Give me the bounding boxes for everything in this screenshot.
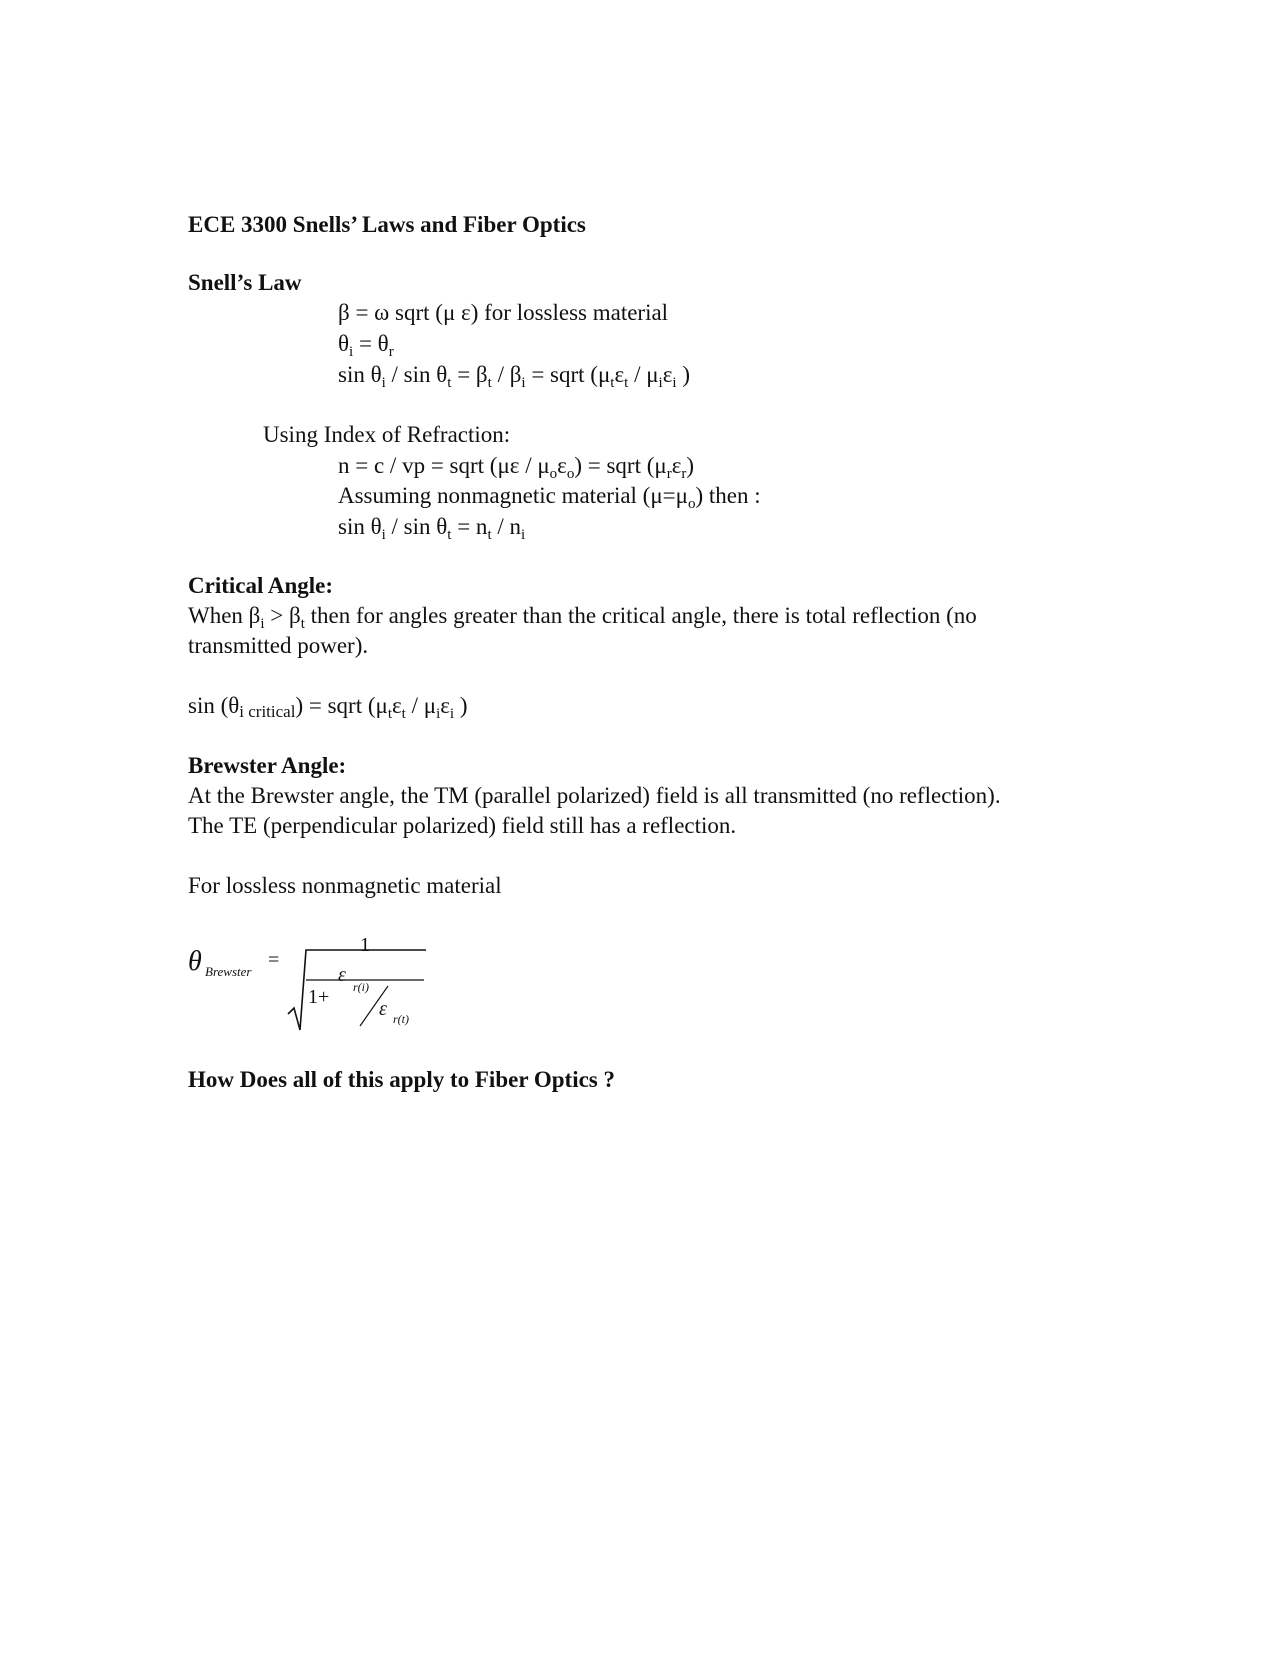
document-title: ECE 3300 Snells’ Laws and Fiber Optics [188,212,586,237]
epsilon-transmitted-subscript: r(t) [393,1012,409,1026]
brewster-text-line-2: The TE (perpendicular polarized) field still has a reflection. [188,813,737,838]
index-equation: n = c / vp = sqrt $(\mu\varepsilon / \mu_o\varepsilon_o)$ = sqrt $(\mu_r\varepsilon_r)$ [338,453,695,482]
epsilon-transmitted: ε [379,998,387,1020]
brewster-angle-heading: Brewster Angle: [188,753,347,778]
equals-sign: = [268,949,280,971]
critical-angle-text-line-1: When $\beta_i > \beta_t$ then for angles greater than the critical angle, there is total reflection (no [188,603,977,632]
epsilon-incident: ε [338,964,346,986]
snell-equation-angles: $\theta_i = \theta_r$ [338,331,394,360]
critical-angle-text-line-2: transmitted power). [188,633,369,658]
one-plus: 1+ [308,986,330,1008]
critical-angle-equation: sin (θi critical) = sqrt ($\mu_t\varepsilon_t / \mu_i\varepsilon_i$ ) [188,693,468,722]
brewster-formula [188,924,448,1034]
numerator: 1 [360,934,370,956]
snell-equation-ratio: $\sin \theta_i / \sin \theta_t = \beta_t / \beta_i$ = sqrt ($\mu_t\varepsilon_t / \mu_i\varepsilon_i$ ) [338,362,690,391]
epsilon-incident-subscript: r(i) [353,980,369,994]
brewster-text-line-3: For lossless nonmagnetic material [188,873,502,898]
theta-subscript: Brewster [205,964,252,979]
critical-angle-heading: Critical Angle: [188,573,333,598]
snell-equation-index-ratio: $\sin \theta_i / \sin \theta_t = n_t / n_i$ [338,514,526,543]
fiber-optics-question: How Does all of this apply to Fiber Optics ? [188,1067,616,1092]
index-of-refraction-heading: Using Index of Refraction: [263,422,511,447]
snell-heading: Snell’s Law [188,270,302,295]
nonmagnetic-assumption: Assuming nonmagnetic material $(\mu=\mu_o)$ then : [338,483,761,512]
snell-equation-beta: β = ω sqrt (μ ε) for lossless material [338,300,669,325]
brewster-text-line-1: At the Brewster angle, the TM (parallel polarized) field is all transmitted (no reflection). [188,783,1001,808]
theta-symbol: θ [188,946,202,977]
